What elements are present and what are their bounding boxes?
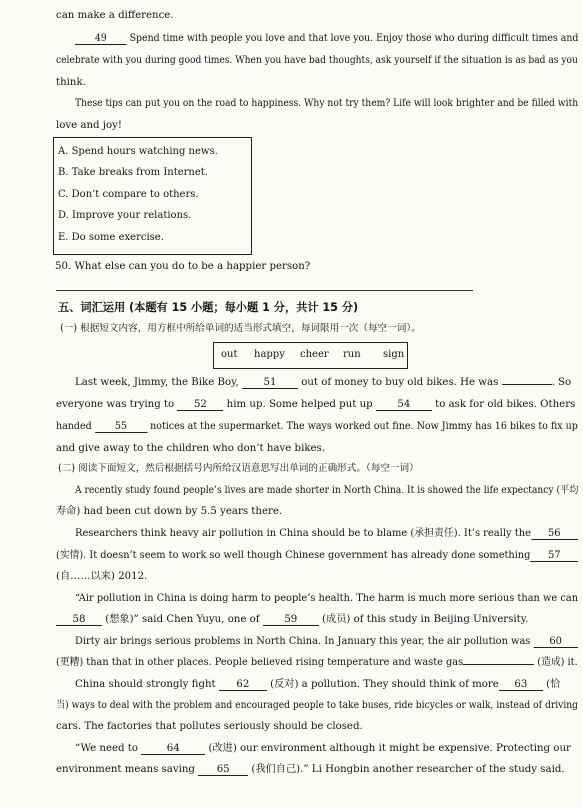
answer-blank-58[interactable]: 58 [56,614,102,626]
answer-blank-53[interactable] [502,384,552,385]
option-item: D. Improve your relations. [58,210,192,221]
passage-line: celebrate with you during good times. When you have bad thoughts, ask yourself if the situation is as bad as you [56,55,578,66]
answer-blank-57[interactable]: 57 [530,550,578,562]
passage-line: environment means saving 65 (我们自己).” Li Hongbin another researcher of the study said. [56,764,565,775]
passage-line: (更糟) than that in other places. People believed rising temperature and waste gas (造成) it. [56,657,578,668]
answer-blank-61[interactable] [463,664,534,665]
passage-line: and give away to the children who don’t have bikes. [56,443,325,454]
option-item: E. Do some exercise. [58,232,164,243]
passage-line: 寿命) had been cut down by 5.5 years there. [56,506,283,517]
word-bank-item: cheer [300,349,329,360]
word-bank-item: run [343,349,361,360]
passage-line: Dirty air brings serious problems in North China. In January this year, the air pollution was 60 [75,635,578,649]
passage-line: 58 (想象)” said Chen Yuyu, one of 59 (成员) of this study in Beijing University. [56,613,528,627]
passage-line: 当) ways to deal with the problem and encouraged people to take buses, ride bicycles or walk, instead of driving [56,700,579,711]
section-instruction: (一) 根据短文内容，用方框中所给单词的适当形式填空，每词限用一次（每空一词）。 [60,323,421,334]
option-item: A. Spend hours watching news. [58,146,218,157]
passage-line: can make a difference. [56,10,174,21]
passage-line: 49 Spend time with people you love and that love you. Enjoy those who during difficult times and [75,32,578,46]
passage-line: (实情). It doesn’t seem to work so well though Chinese government has already done something 57 [56,549,578,563]
passage-line: China should strongly fight 62 (反对) a pollution. They should think of more 63 (恰 [75,679,561,690]
answer-blank-56[interactable]: 56 [531,528,578,540]
answer-blank-52[interactable]: 52 [177,399,223,411]
answer-blank-64[interactable]: 64 [141,743,205,755]
answer-blank-65[interactable]: 65 [198,764,248,776]
passage-line: think. [56,77,86,88]
answer-blank-63[interactable]: 63 [499,679,543,691]
answer-blank-62[interactable]: 62 [219,679,267,691]
answer-line-50[interactable] [56,290,473,291]
answer-blank-54[interactable]: 54 [376,399,432,411]
passage-line: cars. The factories that pollutes seriously should be closed. [56,721,363,732]
option-item: C. Don’t compare to others. [58,189,199,200]
passage-line: A recently study found people’s lives are made shorter in North China. It is showed the life expectancy (平均 [75,485,579,496]
word-bank-item: out [221,349,238,360]
passage-line: love and joy! [56,120,122,131]
passage-line: “Air pollution in China is doing harm to people’s health. The harm is much more serious than we can [75,593,579,604]
answer-blank-51[interactable]: 51 [242,377,298,389]
answer-blank-55[interactable]: 55 [95,421,147,433]
answer-blank-59[interactable]: 59 [263,614,319,626]
section-title: 五、词汇运用 (本题有 15 小题；每小题 1 分，共计 15 分) [58,301,359,314]
word-bank-item: sign [383,349,405,360]
question-50: 50. What else can you do to be a happier person? [55,261,311,272]
passage-line: handed 55 notices at the supermarket. The ways worked out fine. Now Jimmy has 16 bikes to fix up [56,421,578,432]
passage-line: “We need to 64 (改进) our environment although it might be expensive. Protecting our [75,743,571,754]
section-instruction: (二) 阅读下面短文，然后根据括号内所给汉语意思写出单词的正确形式。（每空一词） [58,463,419,474]
passage-line: (自……以来) 2012. [56,571,148,582]
option-item: B. Take breaks from Internet. [58,167,208,178]
answer-blank-60[interactable]: 60 [533,636,577,648]
answer-blank-49[interactable]: 49 [75,33,127,45]
passage-line: These tips can put you on the road to happiness. Why not try them? Life will look brighter and be filled with [75,98,579,109]
word-bank-item: happy [254,349,285,360]
passage-line: everyone was trying to 52 him up. Some helped put up 54 to ask for old bikes. Others [56,399,576,410]
passage-line: Researchers think heavy air pollution in China should be to blame (承担责任). It’s really the 56 [75,527,578,541]
passage-line: Last week, Jimmy, the Bike Boy, 51 out of money to buy old bikes. He was . So [75,377,572,388]
